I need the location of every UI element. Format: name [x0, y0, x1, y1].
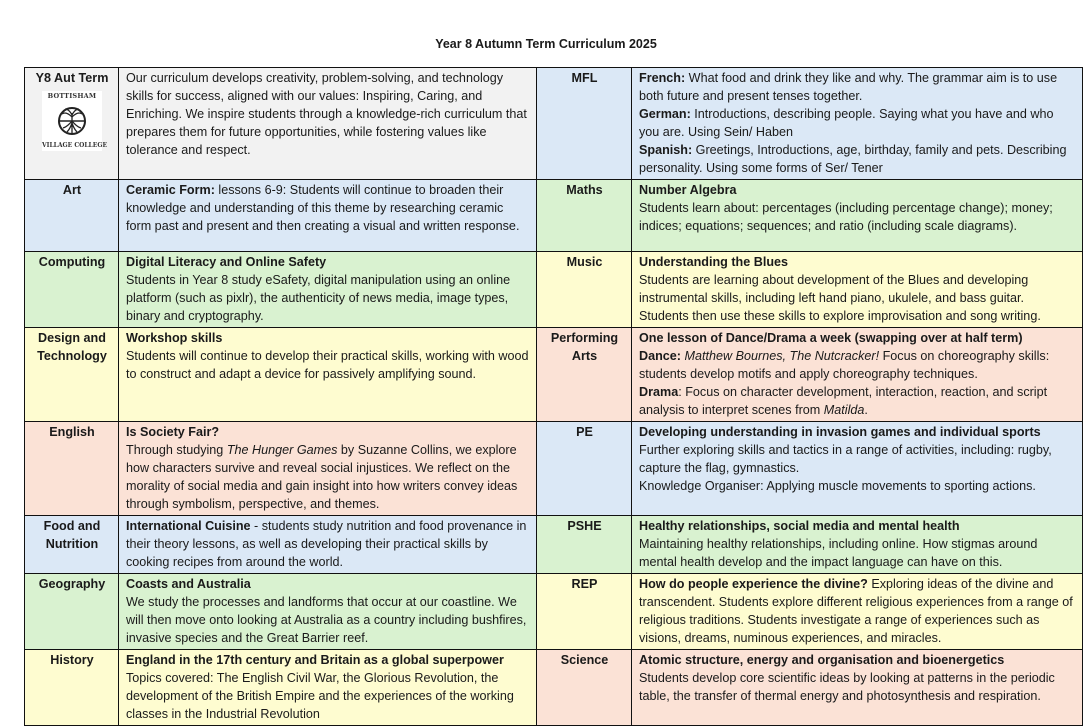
school-logo	[42, 91, 108, 151]
content-rep	[632, 574, 1083, 650]
intro-text-cell	[119, 68, 537, 180]
content-design-technology	[119, 328, 537, 422]
music-text: Students are learning about development of the Blues and developing instrumental skills, including left hand piano, ukulele, and bass guitar. Students then use these skills to explore improvisation and song writing.	[639, 273, 1041, 323]
subject-label: Art	[62, 183, 82, 197]
subject-label: REP	[571, 577, 598, 591]
drama-text: : Focus on character development, interaction, reaction, and script analysis to interpret scenes from	[639, 385, 1048, 417]
dt-heading: Workshop skills	[126, 331, 223, 345]
table-row	[25, 422, 1083, 516]
content-food-nutrition	[119, 516, 537, 574]
dance-text: Focus on choreography skills: students develop motifs and apply choreography techniques.	[639, 349, 1050, 381]
spanish-text: Greetings, Introductions, age, birthday, family and pets. Describing personality. Using some forms of Ser/ Tener	[639, 143, 1067, 175]
subject-label: Food and	[43, 519, 101, 533]
drama-title: Matilda	[823, 403, 865, 417]
content-performing-arts	[632, 328, 1083, 422]
subject-label: English	[49, 425, 95, 439]
history-text: Topics covered: The English Civil War, the Glorious Revolution, the development of the British Empire and the experiences of the working classes in the Industrial Revolution	[126, 671, 514, 721]
subject-label: MFL	[571, 71, 598, 85]
pshe-text: Maintaining healthy relationships, including online. How stigmas around mental health develop and the impact language can have on this.	[639, 537, 1038, 569]
dt-text: Students will continue to develop their practical skills, working with wood to construct and adapt a device for passively amplifying sound.	[126, 349, 529, 381]
computing-heading: Digital Literacy and Online Safety	[126, 255, 327, 269]
content-science	[632, 650, 1083, 726]
subject-geography	[25, 574, 119, 650]
content-pshe	[632, 516, 1083, 574]
subject-food-nutrition	[25, 516, 119, 574]
content-geography	[119, 574, 537, 650]
english-text: by Suzanne Collins, we explore how characters survive and reveal social injustices. We reflect on the morality of social media and gain insight into how writers convey ideas through symbolism, perspective, and themes.	[126, 443, 518, 511]
table-row	[25, 516, 1083, 574]
spanish-label: Spanish:	[639, 143, 693, 157]
subject-rep	[537, 574, 632, 650]
intro-label-cell	[25, 68, 119, 180]
subject-maths	[537, 180, 632, 252]
content-music	[632, 252, 1083, 328]
art-heading: Ceramic Form:	[126, 183, 215, 197]
content-english	[119, 422, 537, 516]
subject-label: PE	[576, 425, 593, 439]
subject-music	[537, 252, 632, 328]
pshe-heading: Healthy relationships, social media and mental health	[639, 519, 960, 533]
table-row	[25, 68, 1083, 180]
content-computing	[119, 252, 537, 328]
content-mfl	[632, 68, 1083, 180]
pe-heading: Developing understanding in invasion games and individual sports	[639, 425, 1041, 439]
subject-label: Geography	[38, 577, 106, 591]
subject-pe	[537, 422, 632, 516]
subject-art	[25, 180, 119, 252]
subject-label: Technology	[37, 349, 107, 363]
rep-text: Exploring ideas of the divine and transcendent. Students explore different religious experiences from a range of religious traditions. Students investigate a range of experiences such as visions, dreams, numinous experiences, and miracles.	[639, 577, 1073, 645]
subject-label: Design and	[38, 331, 106, 345]
english-book-title: The Hunger Games	[226, 443, 338, 457]
subject-design-technology	[25, 328, 119, 422]
subject-history	[25, 650, 119, 726]
subject-label: Maths	[566, 183, 603, 197]
logo-text-bottom: VILLAGE COLLEGE	[42, 142, 108, 149]
drama-end: .	[864, 403, 868, 417]
subject-computing	[25, 252, 119, 328]
subject-label: Arts	[571, 349, 598, 363]
german-label: German:	[639, 107, 691, 121]
table-row	[25, 650, 1083, 726]
intro-text: Our curriculum develops creativity, problem-solving, and technology skills for success, aligned with our values: Inspiring, Caring, and Enriching. We inspire students through a knowledge-rich curriculum that prepares them for future opportunities, while fostering values like tolerance and respect.	[126, 71, 527, 157]
english-text: Through studying	[126, 443, 227, 457]
rep-heading: How do people experience the divine?	[639, 577, 868, 591]
dance-title: Matthew Bournes, The Nutcracker!	[681, 349, 880, 363]
subject-english	[25, 422, 119, 516]
intro-label: Y8 Aut Term	[35, 71, 109, 85]
computing-text: Students in Year 8 study eSafety, digital manipulation using an online platform (such as pixlr), the authenticity of news media, image types, binary and cryptography.	[126, 273, 511, 323]
subject-performing-arts	[537, 328, 632, 422]
geography-heading: Coasts and Australia	[126, 577, 251, 591]
curriculum-table	[24, 67, 1083, 726]
pa-heading: One lesson of Dance/Drama a week (swapping over at half term)	[639, 331, 1023, 345]
logo-text-top: BOTTISHAM	[47, 92, 97, 100]
german-text: Introductions, describing people. Saying what you have and who you are. Using Sein/ Haben	[639, 107, 1054, 139]
subject-mfl	[537, 68, 632, 180]
content-maths	[632, 180, 1083, 252]
english-heading: Is Society Fair?	[126, 425, 220, 439]
french-label: French:	[639, 71, 686, 85]
subject-label: Nutrition	[45, 537, 99, 551]
table-row	[25, 180, 1083, 252]
geography-text: We study the processes and landforms that occur at our coastline. We will then move onto looking at Australia as a country including bushfires, invasive species and the Great Barrier reef.	[126, 595, 527, 645]
subject-label: PSHE	[567, 519, 602, 533]
pe-text: Knowledge Organiser: Applying muscle movements to sporting actions.	[639, 479, 1036, 493]
history-heading: England in the 17th century and Britain as a global superpower	[126, 653, 504, 667]
drama-label: Drama	[639, 385, 679, 399]
table-row	[25, 574, 1083, 650]
science-text: Students develop core scientific ideas by looking at patterns in the periodic table, the transfer of thermal energy and photosynthesis and respiration.	[639, 671, 1055, 703]
subject-label: History	[50, 653, 94, 667]
content-art	[119, 180, 537, 252]
document-title: Year 8 Autumn Term Curriculum 2025	[435, 37, 657, 51]
maths-text: Students learn about: percentages (including percentage change); money; indices; equations; sequences; and ratio (including scale diagrams).	[639, 201, 1053, 233]
subject-label: Computing	[38, 255, 106, 269]
table-row	[25, 252, 1083, 328]
table-row	[25, 328, 1083, 422]
music-heading: Understanding the Blues	[639, 255, 789, 269]
science-heading: Atomic structure, energy and organisation and bioenergetics	[639, 653, 1005, 667]
subject-label: Science	[560, 653, 609, 667]
content-pe	[632, 422, 1083, 516]
art-text: lessons 6-9: Students will continue to broaden their knowledge and understanding of this theme by researching ceramic form past and present and then creating a visual and written response.	[126, 183, 520, 233]
dance-label: Dance:	[639, 349, 681, 363]
subject-science	[537, 650, 632, 726]
food-heading: International Cuisine	[126, 519, 251, 533]
french-text: What food and drink they like and why. The grammar aim is to use both future and present tenses together.	[639, 71, 1058, 103]
pe-text: Further exploring skills and tactics in a range of activities, including: rugby, capture the flag, gymnastics.	[639, 443, 1052, 475]
subject-label: Music	[566, 255, 603, 269]
subject-label: Performing	[550, 331, 619, 345]
subject-pshe	[537, 516, 632, 574]
content-history	[119, 650, 537, 726]
food-text: - students study nutrition and food provenance in their theory lessons, as well as developing their practical skills by cooking recipes from around the world.	[126, 519, 527, 569]
maths-heading: Number Algebra	[639, 183, 737, 197]
